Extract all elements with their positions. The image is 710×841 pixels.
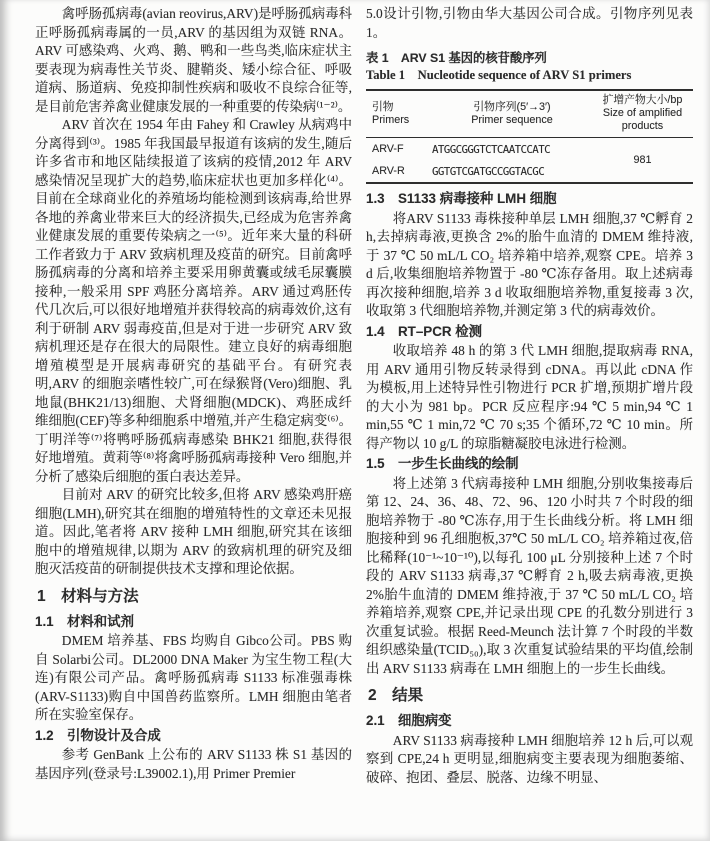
col-header-primers: 引物 Primers <box>366 90 432 138</box>
table-1-caption-zh: 表 1 ARV S1 基因的核苷酸序列 <box>366 51 547 65</box>
intro-paragraph: 禽呼肠孤病毒(avian reovirus,ARV)是呼肠孤病毒科正呼肠孤病毒属的一员,ARV 的基因组为双链 RNA。ARV 可感染鸡、火鸡、鹅、鸭和一些鸟类,临床症状主要表现为病毒性关节炎、腱鞘炎、矮小综合征、呼吸道病、肠道病、免疫抑制性疾病和吸收不良综合征等,是目前危害养禽业健康发展的一种重要的传染病⁽¹⁻²⁾。 <box>35 6 352 114</box>
primer-design-continuation: 5.0设计引物,引物由华大基因公司合成。引物序列见表 1。 <box>366 6 693 40</box>
section-2-1-heading: 2.1 细胞病变 <box>366 713 452 728</box>
right-column <box>366 5 693 839</box>
primer-sequence-cell: ATGGCGGGTCTCAATCCATC <box>432 143 551 156</box>
primer-table-header <box>366 90 693 138</box>
inoculation-paragraph: 将ARV S1133 毒株接种单层 LMH 细胞,37 ℃孵育 2 h,去掉病毒液,更换含 2%的胎牛血清的 DMEM 维持液,于 37 ℃ 50 mL/L CO₂ 培养箱中培养,观察 CPE。培养 3 d 后,收集细胞培养物置于 -80 ℃冻存备用。取上述病毒再次接种细胞,培养 3 d 收取细胞培养物,重复接毒 3 次,收取第 3 代细胞培养物,并测定第 3 代的病毒效价。 <box>366 210 693 318</box>
cpe-paragraph: ARV S1133 病毒接种 LMH 细胞培养 12 h 后,可以观察到 CPE,24 h 更明显,细胞病变主要表现为细胞萎缩、破碎、抱团、叠层、脱落、边缘不明显、 <box>366 732 693 785</box>
section-1-4-heading: 1.4 RT–PCR 检测 <box>366 323 483 339</box>
primer-design-paragraph: 参考 GenBank 上公布的 ARV S1133 株 S1 基因的基因序列(登录号:L39002.1),用 Primer Premier <box>35 747 352 781</box>
section-1-1-heading: 1.1 材料和试剂 <box>35 613 134 629</box>
table-1-caption-en: Table 1 Nucleotide sequence of ARV S1 primers <box>366 68 632 82</box>
primer-name-cell: ARV-F <box>372 143 404 155</box>
materials-paragraph: DMEM 培养基、FBS 均购自 Gibco公司。PBS 购自 Solarbi公司。DL2000 DNA Maker 为宝生物工程(大连)有限公司产品。禽呼肠孤病毒 S1133 标准强毒株(ARV-S1133)购自中国兽药监察所。LMH 细胞由笔者所在实验室保存。 <box>35 633 352 722</box>
table-row <box>366 138 693 161</box>
section-2-heading: 2 结果 <box>368 687 424 704</box>
background-paragraph: ARV 首次在 1954 年由 Fahey 和 Crawley 从病鸡中分离得到⁽³⁾。1985 年我国最早报道有该病的发生,随后许多省市和地区陆续报道了该病的疫情,2012 年 ARV 感染情况呈现扩大的趋势,临床症状也更加多样化⁽⁴⁾。目前在全球商业化的养殖场均能检测到该病毒,给世界各地的养禽业带来巨大的经济损失,已经成为危害养禽业健康发展的重要传染病之一⁽⁵⁾。近年来大量的科研工作者致力于 ARV 致病机理及疫苗的研究。目前禽呼肠孤病毒的分离和培养主要采用卵黄囊或绒毛尿囊膜接种,一般采用 SPF 鸡胚分离培养。ARV 通过鸡胚传代几次后,可以很好地增殖并获得较高的病毒效价,这有利于研制 ARV 弱毒疫苗,但是对于进一步研究 ARV 致病机理还是存在很大的局限性。建立良好的病毒细胞增殖模型是开展病毒研究的基础平台。有研究表明,ARV 的细胞亲嗜性较广,可在绿猴肾(Vero)细胞、乳地鼠(BHK21/13)细胞、犬肾细胞(MDCK)、鸡胚成纤维细胞(CEF)等多种细胞系中增殖,并产生稳定病变⁽⁶⁾。丁明洋等⁽⁷⁾将鸭呼肠孤病毒感染 BHK21 细胞,获得很好地增殖。黄莉等⁽⁸⁾将禽呼肠孤病毒接种 Vero 细胞,并分析了感染后细胞的蛋白表达差异。 <box>35 117 352 484</box>
section-1-3-heading: 1.3 S1133 病毒接种 LMH 细胞 <box>366 191 557 206</box>
primer-table <box>366 89 693 184</box>
col-header-sequence: 引物序列(5′→3′) Primer sequence <box>432 90 592 138</box>
table-1 <box>366 50 693 184</box>
amplified-size-cell: 981 <box>633 154 652 166</box>
section-1-2-heading: 1.2 引物设计及合成 <box>35 727 161 743</box>
rtpcr-paragraph: 收取培养 48 h 的第 3 代 LMH 细胞,提取病毒 RNA,用 ARV 通用引物反转录得到 cDNA。再以此 cDNA 作为模板,用上述特异性引物进行 PCR 扩增,预期扩增片段的大小为 981 bp。PCR 反应程序:94 ℃ 5 min,94 ℃ 1 min,55 ℃ 1 min,72 ℃ 70 s;35 个循环,72 ℃ 10 min。所得产物以 10 g/L 的琼脂糖凝胶电泳进行检测。 <box>366 343 693 451</box>
objective-paragraph: 目前对 ARV 的研究比较多,但将 ARV 感染鸡肝癌细胞(LMH),研究其在细胞的增殖特性的文章还未见报道。因此,笔者将 ARV 接种 LMH 细胞,研究其在该细胞中的增殖规律,以期为 ARV 的致病机理的研究及细胞灭活疫苗的研制提供技术支撑和理论依据。 <box>35 487 352 576</box>
growth-curve-paragraph: 将上述第 3 代病毒接种 LMH 细胞,分别收集接毒后第 12、24、36、48、72、96、120 小时共 7 个时段的细胞培养物于 -80 ℃冻存,用于生长曲线分析。将 LMH 细胞接种到 96 孔细胞板,37℃ 50 mL/L CO₂ 培养箱过夜,倍比稀释(10⁻¹~10⁻¹⁰),以每孔 100 μL 分别接种上述 7 个时段的 ARV S1133 病毒,37 ℃孵育 2 h,吸去病毒液,更换 2%胎牛血清的 DMEM 维持液,于 37 ℃ 50 mL/L CO₂ 培养箱培养,观察 CPE,并记录出现 CPE 的孔数分别进行 3 次重复试验。根据 Reed-Meunch 法计算 7 个时段的半数组织感染量(TCID₅₀),取 3 次重复试验结果的平均值,绘制出 ARV S1133 病毒在 LMH 细胞上的一步生长曲线。 <box>366 475 693 676</box>
section-1-5-heading: 1.5 一步生长曲线的绘制 <box>366 456 519 471</box>
left-column <box>35 5 352 839</box>
primer-sequence-cell: GGTGTCGATGCCGGTACGC <box>432 165 545 178</box>
section-1-heading: 1 材料与方法 <box>37 587 139 605</box>
primer-name-cell: ARV-R <box>372 165 405 177</box>
col-header-product-size: 扩增产物大小/bp Size of amplified products <box>592 90 693 138</box>
